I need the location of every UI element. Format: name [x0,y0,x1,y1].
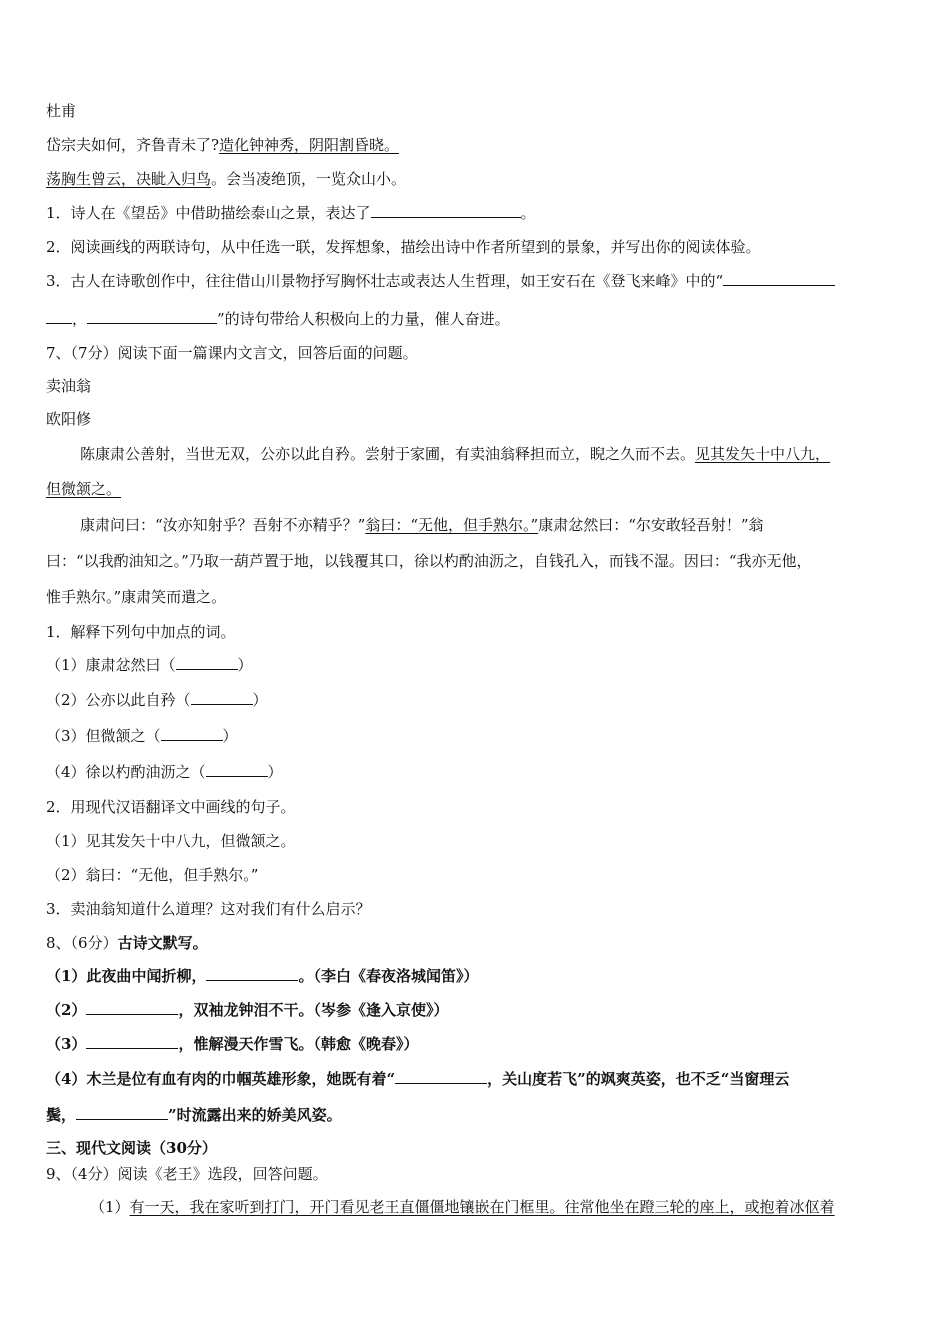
q7-s2-item-1: （1）见其发矢十中八九，但微颔之。 [46,832,296,850]
q6-question-2: 2．阅读画线的两联诗句，从中任选一联，发挥想象，描绘出诗中作者所望到的景象，并写出你的阅读体验。 [46,238,761,256]
q7-paragraph-2 [80,515,910,535]
q8-l1-text: （1）此夜曲中闻折柳， [46,967,207,985]
q6-question-3-cont [46,309,910,329]
q8-l3-text: ，惟解漫天作雪飞。（韩愈《晚春》） [178,1035,419,1053]
q7-paragraph-1 [80,444,910,464]
answer-blank[interactable] [76,1105,168,1120]
q7-p1-underlined: 见其发矢十中八九， [695,445,831,463]
item-close: ） [237,656,253,674]
q8-line-2 [46,1000,910,1020]
q9-heading: 9、（4分）阅读《老王》选段，回答问题。 [46,1165,328,1183]
q7-s1-item-1 [46,655,910,675]
q8-title: 古诗文默写。 [117,934,208,952]
q6-question-1 [46,203,910,223]
answer-blank[interactable] [191,690,253,705]
q7-paragraph-2-line-3: 惟手熟尔。”康肃笑而遣之。 [46,588,227,606]
q8-line-4 [46,1069,910,1089]
q8-number: 8、（6分） [46,934,118,952]
q7-s2-item-2: （2）翁曰：“无他，但手熟尔。” [46,866,259,884]
q8-line-1 [46,966,910,986]
q8-l5-text: 鬓， [46,1106,77,1124]
q7-s1-item-2 [46,690,910,710]
q8-l3-num: （3） [46,1035,87,1053]
q7-p2-a: 康肃问曰：“汝亦知射乎？吾射不亦精乎？” [80,516,366,534]
q7-subquestion-1: 1．解释下列句中加点的词。 [46,623,236,641]
q6-q3-comma: ， [72,310,88,328]
q8-l1-end: 。（李白《春夜洛城闻笛》） [298,967,479,985]
answer-blank[interactable] [206,966,298,981]
answer-blank[interactable] [206,762,268,777]
item-text: （3）但微颔之（ [46,727,161,745]
answer-blank[interactable] [87,309,217,324]
q7-s1-item-4 [46,762,910,782]
answer-blank[interactable] [176,655,238,670]
q8-l4-text: （4）木兰是位有血有肉的巾帼英雄形象，她既有着“ [46,1070,396,1088]
q7-title: 卖油翁 [46,377,92,395]
q9-p1-number: （1） [90,1198,130,1216]
item-text: （1）康肃忿然曰（ [46,656,176,674]
q6-q1-text: 1．诗人在《望岳》中借助描绘泰山之景，表达了 [46,204,371,222]
q8-l2-text: ，双袖龙钟泪不干。（岑参《逢入京使》） [178,1001,449,1019]
answer-blank[interactable] [395,1069,487,1084]
q9-paragraph-1 [90,1197,910,1217]
answer-blank[interactable] [723,271,835,286]
q6-q3-text: 3．古人在诗歌创作中，往往借山川景物抒写胸怀壮志或表达人生哲理，如王安石在《登飞来峰》中的“ [46,272,724,290]
answer-blank[interactable] [371,203,521,218]
item-text: （2）公亦以此自矜（ [46,691,191,709]
poem-author: 杜甫 [46,102,77,120]
q7-subquestion-2: 2．用现代汉语翻译文中画线的句子。 [46,798,296,816]
q7-author: 欧阳修 [46,410,92,428]
q8-line-3 [46,1034,910,1054]
q9-p1-underlined: 有一天，我在家听到打门，开门看见老王直僵僵地镶嵌在门框里。往常他坐在蹬三轮的座上，或抱着冰伛着 [129,1198,835,1216]
q8-l5-end: ”时流露出来的娇美风姿。 [168,1106,342,1124]
poem-line-1 [46,135,910,155]
q7-p2-underlined: 翁曰：“无他，但手熟尔。” [365,516,539,534]
q8-l2-num: （2） [46,1001,87,1019]
q8-heading [46,933,910,953]
q7-p1-underlined-2: 但微颔之。 [46,480,122,498]
q6-question-3 [46,271,910,291]
poem-line-2-underlined: 荡胸生曾云，决眦入归鸟 [46,170,212,188]
answer-blank[interactable] [86,1034,178,1049]
q8-l4-end: ，关山度若飞”的飒爽英姿，也不乏“当窗理云 [487,1070,790,1088]
poem-line-2 [46,169,910,189]
q7-s1-item-3 [46,726,910,746]
q6-q3-end: ”的诗句带给人积极向上的力量，催人奋进。 [217,310,510,328]
q6-q1-end: 。 [520,204,536,222]
answer-blank[interactable] [86,1000,178,1015]
item-close: ） [252,691,268,709]
q8-line-5 [46,1105,910,1125]
section-3-title: 三、现代文阅读（30分） [46,1139,217,1157]
poem-line-1-plain: 岱宗夫如何，齐鲁青未了? [46,136,220,154]
answer-blank[interactable] [161,726,223,741]
q7-paragraph-1-cont [46,479,910,499]
item-close: ） [222,727,238,745]
item-text: （4）徐以杓酌油沥之（ [46,763,206,781]
q7-paragraph-2-line-2: 曰：“以我酌油知之。”乃取一葫芦置于地，以钱覆其口，徐以杓酌油沥之，自钱孔入，而钱不湿。因曰：“我亦无他， [46,552,812,570]
q7-subquestion-3: 3．卖油翁知道什么道理？这对我们有什么启示？ [46,900,371,918]
q7-p1-plain: 陈康肃公善射，当世无双，公亦以此自矜。尝射于家圃，有卖油翁释担而立，睨之久而不去。 [80,445,696,463]
poem-line-1-underlined: 造化钟神秀，阴阳割昏晓。 [219,136,400,154]
answer-blank[interactable] [46,309,72,324]
item-close: ） [267,763,283,781]
poem-line-2-plain: 。会当凌绝顶，一览众山小。 [211,170,407,188]
q7-p2-b: 康肃忿然曰：“尔安敢轻吾射！”翁 [538,516,764,534]
q7-heading: 7、（7分）阅读下面一篇课内文言文，回答后面的问题。 [46,344,418,362]
